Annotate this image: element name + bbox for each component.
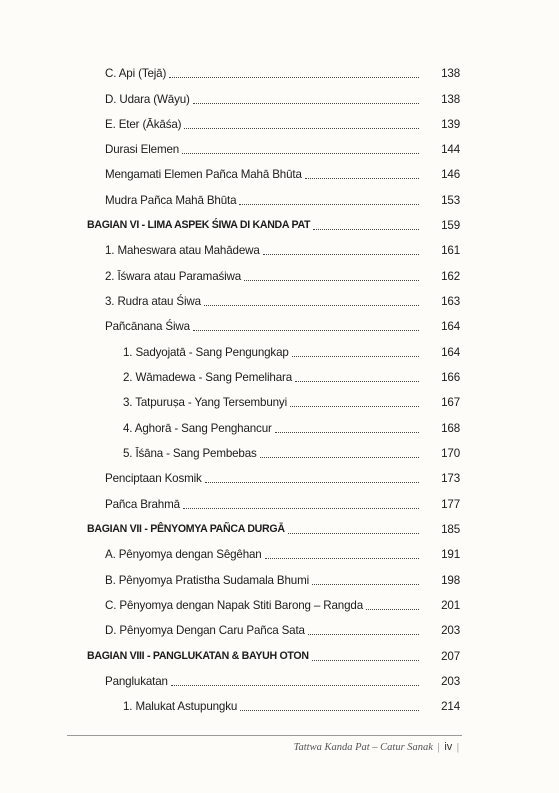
toc-entry[interactable] xyxy=(105,190,460,210)
toc-entry-page: 167 xyxy=(441,395,460,409)
toc-entry-page: 198 xyxy=(441,573,460,587)
toc-entry[interactable] xyxy=(105,114,460,134)
toc-entry-page: 191 xyxy=(441,547,460,561)
toc-entry[interactable] xyxy=(105,240,460,260)
toc-subentry[interactable] xyxy=(123,342,460,362)
toc-entry-label: 2. Wāmadewa - Sang Pemelihara xyxy=(123,370,292,384)
toc-entry-page: 170 xyxy=(441,446,460,460)
toc-entry-label: 1. Sadyojatā - Sang Pengungkap xyxy=(123,345,289,359)
toc-entry-label: D. Udara (Wāyu) xyxy=(105,92,190,106)
toc-entry-label: 5. Īśāna - Sang Pembebas xyxy=(123,446,257,460)
dot-leader xyxy=(290,405,419,407)
toc-entry-label: D. Pênyomya Dengan Caru Pañca Sata xyxy=(105,623,305,637)
toc-entry-page: 164 xyxy=(441,319,460,333)
toc-entry-label: E. Eter (Ākāśa) xyxy=(105,117,182,131)
toc-subentry[interactable] xyxy=(123,367,460,387)
dot-leader xyxy=(204,304,419,306)
toc-entry-page: 203 xyxy=(441,623,460,637)
dot-leader xyxy=(193,102,419,104)
footer-separator: | xyxy=(437,742,440,753)
toc-entry-label: 1. Malukat Astupungku xyxy=(123,699,238,713)
toc-entry-label: 1. Maheswara atau Mahādewa xyxy=(105,243,260,257)
dot-leader xyxy=(239,203,419,205)
toc-section-heading[interactable] xyxy=(87,215,460,235)
footer-divider xyxy=(67,735,462,736)
dot-leader xyxy=(275,431,419,433)
toc-subentry[interactable] xyxy=(123,696,460,716)
dot-leader xyxy=(313,228,419,230)
dot-leader xyxy=(265,557,419,559)
toc-entry-page: 162 xyxy=(441,269,460,283)
toc-entry-page: 164 xyxy=(441,345,460,359)
toc-section-heading[interactable] xyxy=(87,519,460,539)
dot-leader xyxy=(312,659,419,661)
toc-entry-page: 138 xyxy=(441,66,460,80)
toc-entry-label: Penciptaan Kosmik xyxy=(105,471,202,485)
toc-entry-page: 138 xyxy=(441,92,460,106)
toc-entry-label: Panglukatan xyxy=(105,674,168,688)
toc-entry[interactable] xyxy=(105,620,460,640)
toc-subentry[interactable] xyxy=(123,418,460,438)
page-number: iv xyxy=(444,741,453,753)
toc-entry[interactable] xyxy=(105,468,460,488)
dot-leader xyxy=(295,380,419,382)
toc-entry-page: 201 xyxy=(441,598,460,612)
toc-entry-label: B. Pênyomya Pratistha Sudamala Bhumi xyxy=(105,573,310,587)
toc-entry-page: 139 xyxy=(441,117,460,131)
toc-entry-label: Mengamati Elemen Pañca Mahā Bhūta xyxy=(105,167,302,181)
toc-entry-label: 4. Aghorā - Sang Penghancur xyxy=(123,421,272,435)
toc-entry-label: 3. Rudra atau Śiwa xyxy=(105,294,201,308)
toc-entry-label: BAGIAN VII - PÊNYOMYA PAÑCA DURGĀ xyxy=(87,523,285,535)
toc-entry-page: 214 xyxy=(441,699,460,713)
toc-entry-label: Pañcānana Śiwa xyxy=(105,319,190,333)
toc-entry-label: 2. Īśwara atau Paramaśiwa xyxy=(105,269,242,283)
dot-leader xyxy=(308,633,419,635)
toc-entry-label: BAGIAN VIII - PANGLUKATAN & BAYUH OTON xyxy=(87,650,309,662)
toc-entry-page: 166 xyxy=(441,370,460,384)
toc-entry-page: 161 xyxy=(441,243,460,257)
toc-entry-page: 203 xyxy=(441,674,460,688)
dot-leader xyxy=(312,583,419,585)
toc-entry-label: Mudra Pañca Mahā Bhūta xyxy=(105,193,237,207)
toc-entry-label: 3. Tatpuruṣa - Yang Tersembunyi xyxy=(123,395,287,409)
toc-entry-page: 163 xyxy=(441,294,460,308)
toc-entry[interactable] xyxy=(105,266,460,286)
toc-entry[interactable] xyxy=(105,671,460,691)
toc-entry-page: 144 xyxy=(441,142,460,156)
page-footer xyxy=(294,741,461,753)
book-title: Tattwa Kanda Pat – Catur Sanak xyxy=(293,742,433,753)
toc-entry[interactable] xyxy=(105,291,460,311)
dot-leader xyxy=(292,355,419,357)
dot-leader xyxy=(182,152,419,154)
toc-entry-label: BAGIAN VI - LIMA ASPEK ŚIWA DI KANDA PAT xyxy=(87,219,311,231)
toc-entry[interactable] xyxy=(105,544,460,564)
toc-entry-label: C. Pênyomya dengan Napak Stiti Barong – Rangda xyxy=(105,598,363,612)
toc-entry[interactable] xyxy=(105,494,460,514)
toc-entry-label: Durasi Elemen xyxy=(105,142,180,156)
toc-entry[interactable] xyxy=(105,164,460,184)
toc-entry-page: 153 xyxy=(441,193,460,207)
dot-leader xyxy=(169,76,419,78)
toc-subentry[interactable] xyxy=(123,443,460,463)
dot-leader xyxy=(171,684,419,686)
dot-leader xyxy=(193,329,419,331)
toc-entry-page: 207 xyxy=(441,649,460,663)
dot-leader xyxy=(240,709,419,711)
toc-section-heading[interactable] xyxy=(87,646,460,666)
toc-subentry[interactable] xyxy=(123,392,460,412)
toc-entry[interactable] xyxy=(105,63,460,83)
dot-leader xyxy=(244,279,419,281)
dot-leader xyxy=(183,507,419,509)
dot-leader xyxy=(366,608,419,610)
toc-entry-page: 185 xyxy=(441,522,460,536)
toc-entry[interactable] xyxy=(105,595,460,615)
toc-entry-page: 168 xyxy=(441,421,460,435)
dot-leader xyxy=(260,456,419,458)
toc-entry[interactable] xyxy=(105,570,460,590)
toc-entry-page: 173 xyxy=(441,471,460,485)
toc-entry-label: C. Api (Tejā) xyxy=(105,66,167,80)
toc-entry-page: 159 xyxy=(441,218,460,232)
toc-entry-page: 146 xyxy=(441,167,460,181)
dot-leader xyxy=(305,177,419,179)
dot-leader xyxy=(288,532,419,534)
toc-entry-page: 177 xyxy=(441,497,460,511)
dot-leader xyxy=(263,253,419,255)
dot-leader xyxy=(205,481,419,483)
footer-separator-end: | xyxy=(456,742,459,753)
toc-entry[interactable] xyxy=(105,139,460,159)
toc-entry-label: A. Pênyomya dengan Sêgêhan xyxy=(105,547,262,561)
toc-entry[interactable] xyxy=(105,316,460,336)
toc-entry[interactable] xyxy=(105,89,460,109)
dot-leader xyxy=(184,127,419,129)
toc-entry-label: Pañca Brahmā xyxy=(105,497,180,511)
